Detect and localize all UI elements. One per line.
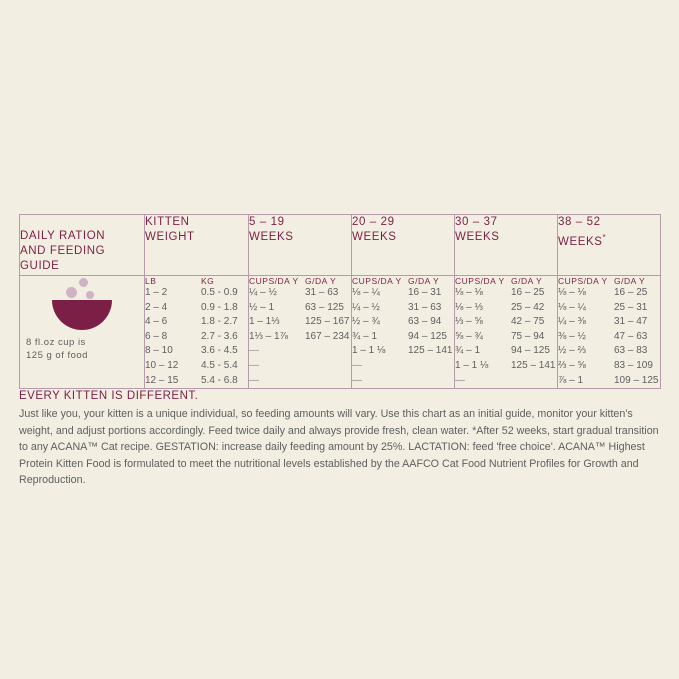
table-row: 2 – 4 0.9 - 1.8: [145, 301, 238, 313]
table-row: ¼ – ½ 31 – 63: [249, 287, 339, 298]
subheader-kg: KG: [201, 276, 215, 286]
kibble-icon: [86, 291, 94, 299]
subheader-lb: LB: [145, 276, 157, 286]
table-row: ½ – ¾ 63 – 94: [352, 316, 442, 328]
table-row: —: [249, 359, 259, 371]
footnote-marker: *: [602, 233, 607, 242]
header-weeks-20-29: [352, 215, 455, 276]
header-weeks-38-52: [558, 215, 661, 276]
col-4-line2: WEEKS*: [558, 233, 607, 248]
cup-note-line1: 8 fl.oz cup is: [26, 337, 86, 348]
data-column-week-20-29: [352, 286, 455, 389]
table-row: —: [455, 374, 465, 386]
table-row: ½ – 1 63 – 125: [249, 301, 344, 313]
subheader-grams: G/DA Y: [408, 276, 440, 286]
table-row: 4 – 6 1.8 - 2.7: [145, 316, 238, 328]
table-row: 1 – 1⅓ 125 – 167: [249, 316, 350, 328]
food-bowl-icon: [46, 278, 118, 330]
header-weeks-30-37: [455, 215, 558, 276]
kibble-icon: [66, 287, 77, 298]
table-row: —: [249, 345, 259, 357]
table-row: ½ – ⅔ 63 – 83: [558, 345, 648, 357]
col-2-line2: WEEKS: [352, 231, 397, 243]
col-3-line2: WEEKS: [455, 231, 500, 243]
data-column-weight: [145, 286, 249, 389]
table-row: 12 – 15 5.4 - 6.8: [145, 374, 238, 386]
table-row: ⅓ – ⅝ 42 – 75: [455, 316, 545, 328]
header-title-line2: AND FEEDING GUIDE: [20, 245, 106, 272]
table-row: 1 – 1 ⅛ 125 – 141: [455, 359, 556, 371]
cup-note: [20, 336, 144, 370]
subheader-grams: G/DA Y: [305, 276, 337, 286]
data-column-week-30-37: [455, 286, 558, 389]
feeding-table: [19, 214, 661, 389]
kibble-icon: [79, 278, 88, 287]
table-row: ¼ – ½ 31 – 63: [352, 301, 442, 313]
subheader-week-5-19: [249, 276, 352, 287]
header-title-line1: DAILY RATION: [20, 230, 106, 242]
header-weeks-5-19: [249, 215, 352, 276]
col-0-line1: KITTEN: [145, 216, 190, 228]
subheader-week-20-29: [352, 276, 455, 287]
cup-illustration-cell: [20, 276, 145, 389]
subheader-grams: G/DA Y: [511, 276, 543, 286]
table-subheader-row: [20, 276, 661, 287]
subheader-week-38-52: [558, 276, 661, 287]
table-row: 1 – 1 ⅛ 125 – 141: [352, 345, 453, 357]
table-row: ⅛ – ⅓ 25 – 42: [455, 301, 545, 313]
header-kitten-weight: [145, 215, 249, 276]
subheader-cups: CUPS/DA Y: [249, 276, 299, 286]
bowl-shape: [52, 300, 112, 330]
table-row: ¾ – 1 94 – 125: [352, 330, 447, 342]
header-daily-ration: [20, 215, 145, 276]
table-row: —: [249, 374, 259, 386]
subheader-weight: [145, 276, 249, 287]
table-row: ⅞ – 1 109 – 125: [558, 374, 659, 386]
table-row: ¾ – 1 94 – 125: [455, 345, 550, 357]
footer-heading: EVERY KITTEN IS DIFFERENT.: [19, 390, 199, 402]
footer-body: Just like you, your kitten is a unique individual, so feeding amounts will vary. Use this chart as an initial guide, monitor your kitten's weight, and adjust portions accordingly. Feed twice daily and always provide fresh, clean water. *After 52 weeks, start gradual transition to any ACANA™ Cat recipe. GESTATION: increase daily feeding amount by 25%. LACTATION: feed 'free choice'. ACANA™ Highest Protein Kitten Food is formulated to meet the nutritional levels established by the AAFCO Cat Food Nutrient Profiles for Growth and Reproduction.: [19, 408, 659, 486]
table-row: 1 – 2 0.5 - 0.9: [145, 287, 238, 298]
table-row: 6 – 8 2.7 - 3.6: [145, 330, 238, 342]
table-row: ⅛ – ⅛ 16 – 25: [455, 287, 545, 298]
subheader-week-30-37: [455, 276, 558, 287]
table-row: ⅜ – ½ 47 – 63: [558, 330, 648, 342]
table-row: ⅝ – ¾ 75 – 94: [455, 330, 545, 342]
table-row: ⅛ – ¼ 16 – 31: [352, 287, 442, 298]
col-1-line1: 5 – 19: [249, 216, 285, 228]
cup-note-line2: 125 g of food: [26, 350, 88, 361]
table-row: —: [352, 359, 362, 371]
footer-note: [19, 390, 665, 489]
table-row: 10 – 12 4.5 - 5.4: [145, 359, 238, 371]
subheader-grams: G/DA Y: [614, 276, 646, 286]
col-3-line1: 30 – 37: [455, 216, 498, 228]
col-4-line1: 38 – 52: [558, 216, 601, 228]
data-column-week-38-52: [558, 286, 661, 389]
table-row: ¼ – ⅜ 31 – 47: [558, 316, 648, 328]
col-1-line2: WEEKS: [249, 231, 294, 243]
data-column-week-5-19: [249, 286, 352, 389]
table-row: —: [352, 374, 362, 386]
table-row: ⅛ – ¼ 25 – 31: [558, 301, 648, 313]
subheader-cups: CUPS/DA Y: [455, 276, 505, 286]
feeding-chart: [19, 214, 660, 389]
table-header-row: [20, 215, 661, 276]
table-row: 8 – 10 3.6 - 4.5: [145, 345, 238, 357]
col-0-line2: WEIGHT: [145, 231, 195, 243]
subheader-cups: CUPS/DA Y: [352, 276, 402, 286]
table-row: ⅛ – ⅛ 16 – 25: [558, 287, 648, 298]
col-2-line1: 20 – 29: [352, 216, 395, 228]
table-row: 1⅓ – 1⅞ 167 – 234: [249, 330, 350, 342]
table-row: ⅔ – ⅝ 83 – 109: [558, 359, 653, 371]
subheader-cups: CUPS/DA Y: [558, 276, 608, 286]
